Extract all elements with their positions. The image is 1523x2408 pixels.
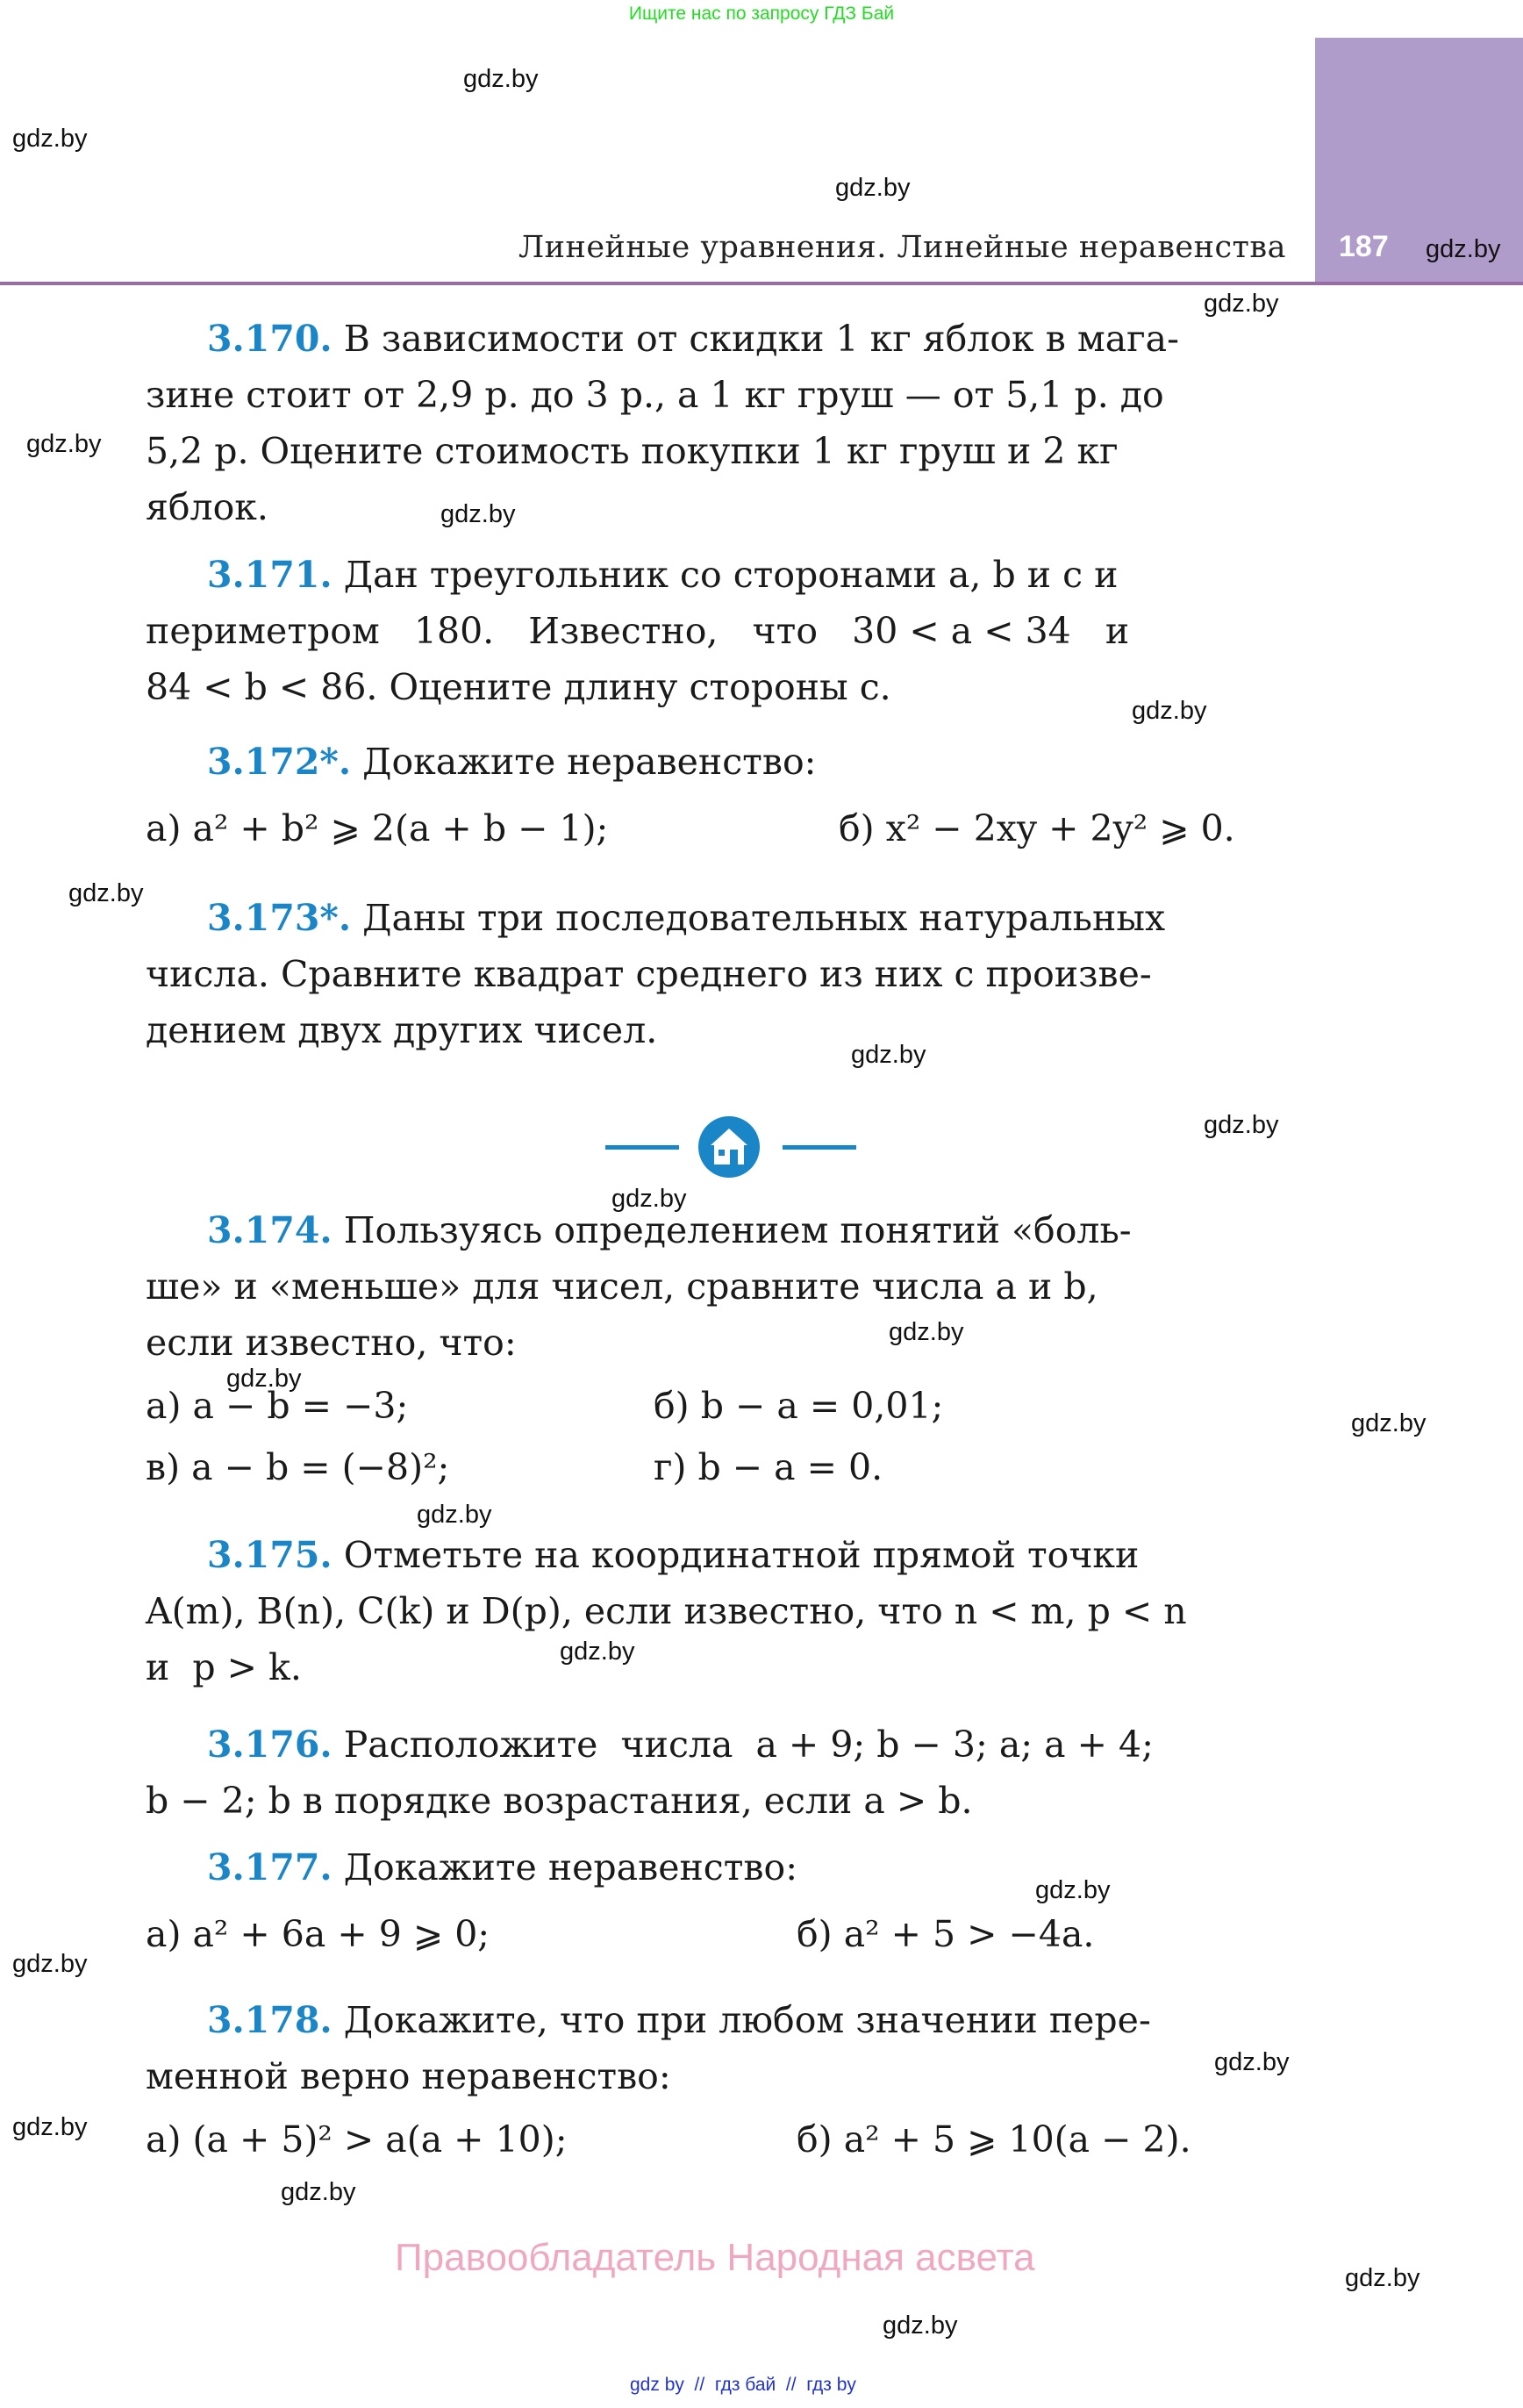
problem-3-174	[146, 1202, 1316, 1371]
watermark: gdz.by	[851, 1041, 926, 1069]
problem-text-line: Пользуясь определением понятий «боль-	[343, 1209, 1132, 1251]
problem-text-line: Даны три последовательных натуральных	[362, 897, 1166, 939]
problem-3-174-a: а) a − b = −3;	[146, 1385, 409, 1427]
divider-line-right	[783, 1145, 856, 1150]
watermark: gdz.by	[226, 1365, 302, 1393]
watermark: gdz.by	[560, 1638, 635, 1666]
problem-number: 3.172*.	[207, 741, 352, 783]
page-number: 187	[1339, 230, 1389, 263]
problem-text-line: В зависимости от скидки 1 кг яблок в мага-	[343, 318, 1179, 360]
watermark: gdz.by	[12, 2113, 88, 2141]
problem-3-171	[146, 547, 1316, 715]
problem-3-172-a: а) a² + b² ⩾ 2(a + b − 1);	[146, 807, 609, 849]
watermark: gdz.by	[835, 174, 911, 202]
problem-text-line: периметром 180. Известно, что 30 < a < 34 и	[146, 610, 1130, 652]
problem-3-178-b: б) a² + 5 ⩾ 10(a − 2).	[797, 2118, 1191, 2161]
top-banner: Ищите нас по запросу ГДЗ Бай	[628, 4, 895, 24]
watermark: gdz.by	[1035, 1876, 1111, 1904]
problem-text-line: Расположите числа a + 9; b − 3; a; a + 4;	[343, 1724, 1154, 1766]
watermark: gdz.by	[1204, 290, 1279, 318]
problem-3-178-a: а) (a + 5)² > a(a + 10);	[146, 2118, 568, 2161]
header-rule	[0, 282, 1523, 285]
watermark: gdz.by	[281, 2178, 356, 2206]
problem-3-176	[146, 1716, 1316, 1829]
problem-3-174-c: в) a − b = (−8)²;	[146, 1446, 450, 1488]
watermark: gdz.by	[883, 2311, 958, 2340]
problem-3-173	[146, 890, 1316, 1058]
watermark: gdz.by	[1345, 2264, 1420, 2292]
problem-number: 3.175.	[207, 1534, 332, 1576]
watermark: gdz.by	[12, 125, 88, 153]
problem-number: 3.170.	[207, 318, 332, 360]
problem-3-172	[146, 734, 1316, 790]
problem-3-172-b: б) x² − 2xy + 2y² ⩾ 0.	[839, 807, 1235, 849]
problem-text-line: и p > k.	[146, 1646, 302, 1688]
problem-3-174-b: б) b − a = 0,01;	[654, 1385, 944, 1427]
problem-number: 3.177.	[207, 1846, 332, 1888]
problem-3-177	[146, 1839, 1316, 1896]
running-title: Линейные уравнения. Линейные неравенства	[518, 230, 1286, 265]
problem-number: 3.171.	[207, 554, 332, 596]
problem-number: 3.174.	[207, 1209, 332, 1251]
footer-links[interactable]: gdz by // гдз бай // гдз by	[630, 2375, 856, 2395]
watermark: gdz.by	[68, 879, 144, 907]
watermark: gdz.by	[889, 1318, 964, 1346]
home-icon	[698, 1116, 760, 1178]
problem-text-line: Дан треугольник со сторонами a, b и c и	[343, 554, 1119, 596]
problem-3-178	[146, 1992, 1316, 2104]
problem-text: Докажите неравенство:	[343, 1846, 798, 1888]
problem-3-177-b: б) a² + 5 > −4a.	[797, 1913, 1095, 1955]
problem-text-line: менной верно неравенство:	[146, 2055, 671, 2097]
problem-text: Докажите неравенство:	[362, 741, 817, 783]
problem-3-174-d: г) b − a = 0.	[654, 1446, 883, 1488]
problem-text-line: зине стоит от 2,9 р. до 3 р., а 1 кг груш — от 5,1 р. до	[146, 374, 1164, 416]
problem-text-line: A(m), B(n), C(k) и D(p), если известно, что n < m, p < n	[146, 1590, 1187, 1632]
watermark: gdz.by	[1204, 1111, 1279, 1139]
problem-number: 3.173*.	[207, 897, 352, 939]
problem-text-line: 84 < b < 86. Оцените длину стороны c.	[146, 666, 891, 708]
problem-text-line: яблок.	[146, 486, 268, 528]
problem-3-170	[146, 311, 1316, 535]
problem-text-line: Докажите, что при любом значении пере-	[343, 1999, 1151, 2041]
problem-text-line: ше» и «меньше» для чисел, сравните числа a и b,	[146, 1265, 1098, 1308]
watermark: gdz.by	[463, 65, 539, 93]
problem-text-line: числа. Сравните квадрат среднего из них с произве-	[146, 953, 1152, 995]
divider-line-left	[605, 1145, 679, 1150]
homework-divider	[605, 1113, 860, 1181]
problem-text-line: 5,2 р. Оцените стоимость покупки 1 кг груш и 2 кг	[146, 430, 1119, 472]
problem-text-line: дением двух других чисел.	[146, 1009, 658, 1051]
problem-3-177-a: а) a² + 6a + 9 ⩾ 0;	[146, 1913, 490, 1955]
problem-number: 3.178.	[207, 1999, 332, 2041]
watermark: gdz.by	[1214, 2048, 1290, 2076]
problem-text-line: b − 2; b в порядке возрастания, если a > b.	[146, 1780, 973, 1822]
problem-number: 3.176.	[207, 1724, 332, 1766]
watermark: gdz.by	[440, 500, 516, 528]
watermark: gdz.by	[417, 1501, 492, 1529]
problem-3-175	[146, 1527, 1316, 1695]
watermark: gdz.by	[1132, 697, 1207, 725]
watermark: gdz.by	[1426, 235, 1501, 263]
watermark: gdz.by	[12, 1950, 88, 1978]
problem-text-line: Отметьте на координатной прямой точки	[343, 1534, 1140, 1576]
watermark: gdz.by	[1351, 1409, 1426, 1437]
watermark: gdz.by	[26, 430, 102, 458]
problem-text-line: если известно, что:	[146, 1322, 517, 1364]
copyright-notice: Правообладатель Народная асвета	[395, 2236, 1035, 2279]
watermark: gdz.by	[611, 1185, 687, 1213]
